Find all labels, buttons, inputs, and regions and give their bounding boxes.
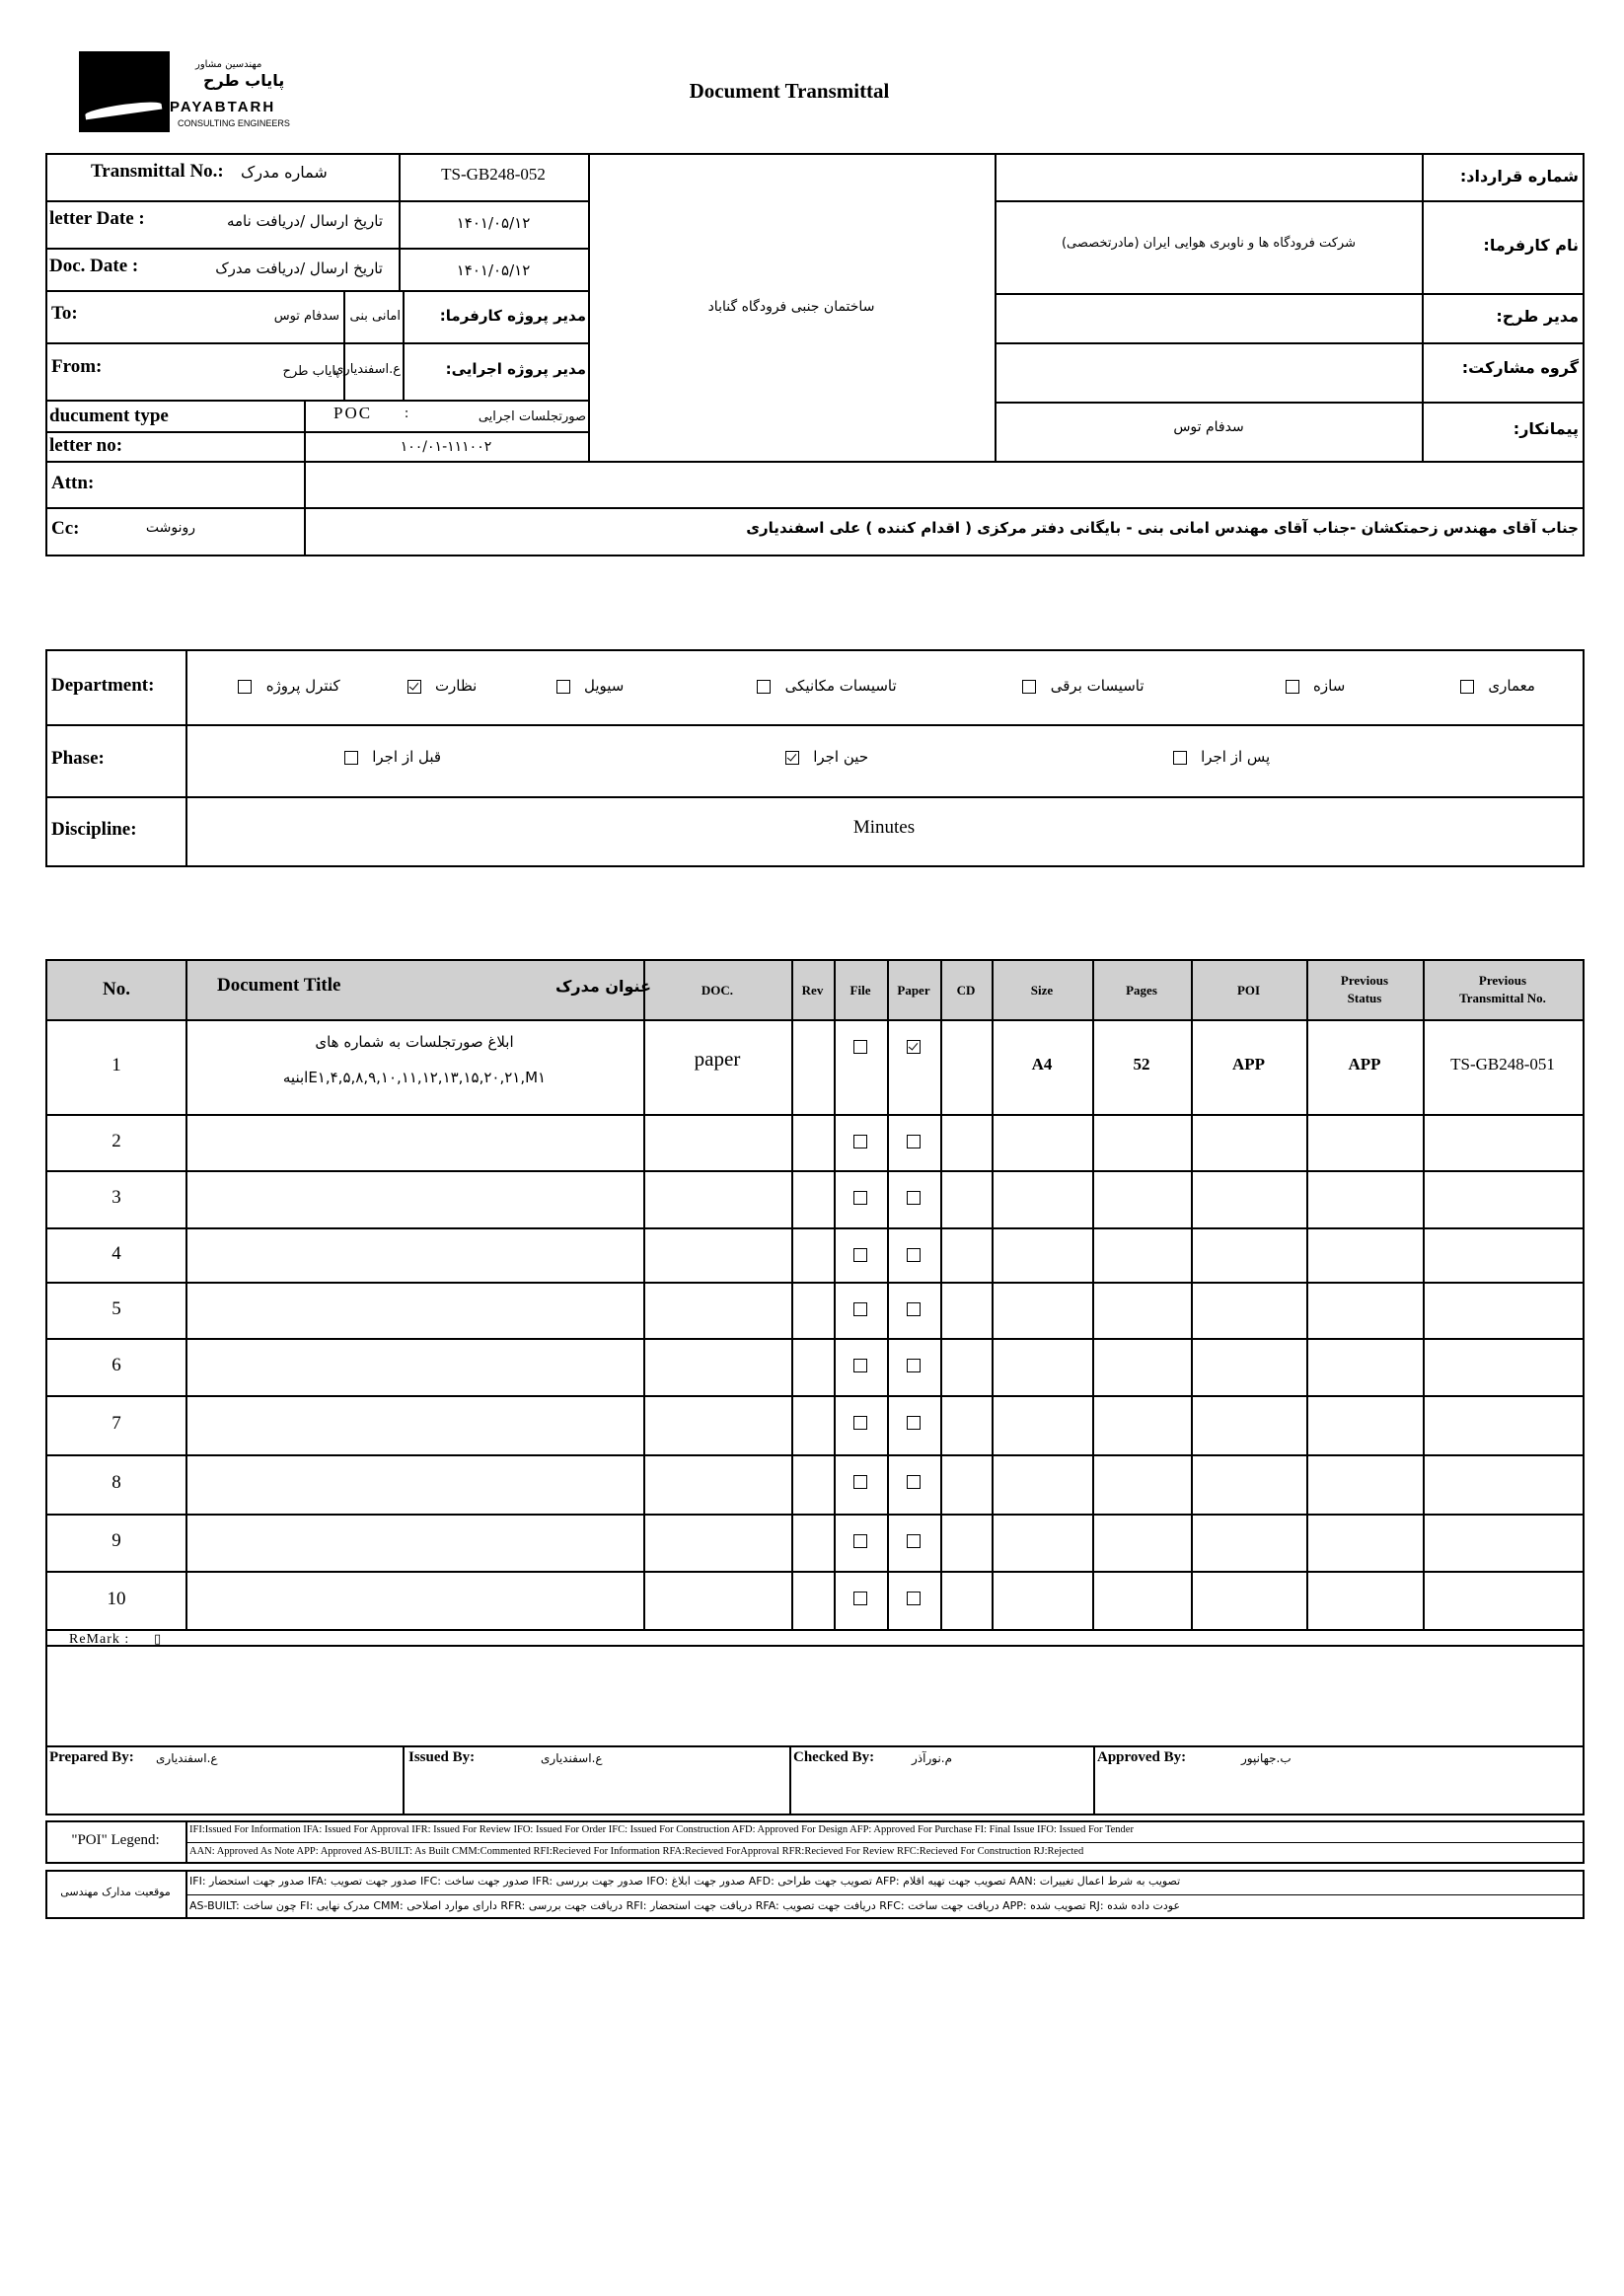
info-block xyxy=(45,153,1585,556)
discipline-label: Discipline: xyxy=(51,819,137,840)
approved-by-value: ب.جهانپور xyxy=(1241,1751,1292,1765)
phase-checkbox[interactable] xyxy=(785,751,799,765)
discipline-value: Minutes xyxy=(852,817,916,838)
remark-glyph: ▯ xyxy=(154,1631,162,1646)
issued-by-label: Issued By: xyxy=(408,1749,476,1765)
logo-fa-small: مهندسین مشاور xyxy=(195,59,262,70)
from-role: مدیر پروژه اجرایی: xyxy=(445,360,586,378)
col-rev-header: Rev xyxy=(801,983,824,998)
col-pages-header: Pages xyxy=(1126,983,1157,998)
partnership-label: گروه مشارکت: xyxy=(1461,358,1579,377)
client-label: نام کارفرما: xyxy=(1483,236,1579,255)
row-file-checkbox[interactable] xyxy=(853,1359,867,1372)
doc-type-fa: صورتجلسات اجرایی xyxy=(478,409,586,424)
col-prev-trans-header-1: Previous xyxy=(1478,973,1527,988)
doc-date-value: ۱۴۰۱/۰۵/۱۲ xyxy=(456,261,531,279)
col-prev-status-header-2: Status xyxy=(1347,991,1382,1005)
prepared-by-value: ع.اسفندیاری xyxy=(156,1751,218,1765)
legend-line-2: AAN: Approved As Note APP: Approved AS-BUILT: As Built CMM:Commented RFI:Recieved For Information RFA:Recieved ForApproval RFR:Recieved For Review RFC:Recieved For Construction RJ:Rejected xyxy=(189,1846,1084,1857)
row-poi: APP xyxy=(1231,1055,1266,1074)
row-prev-transmittal: TS-GB248-051 xyxy=(1450,1055,1555,1074)
contractor-value: سدفام توس xyxy=(1173,419,1244,435)
department-option xyxy=(511,677,669,695)
phase-option-label: حین اجرا xyxy=(813,748,869,766)
row-number: 2 xyxy=(111,1130,121,1151)
department-checkbox[interactable] xyxy=(407,680,421,694)
row-paper-checkbox[interactable] xyxy=(907,1135,921,1148)
contractor-label: پیمانکار: xyxy=(1513,419,1579,438)
department-checkbox[interactable] xyxy=(1460,680,1474,694)
remark-label: ReMark : xyxy=(69,1632,130,1647)
row-file-checkbox[interactable] xyxy=(853,1416,867,1430)
phase-option-label: پس از اجرا xyxy=(1201,748,1271,766)
row-file-checkbox[interactable] xyxy=(853,1040,867,1054)
phase-option xyxy=(284,748,501,766)
from-label: From: xyxy=(51,356,103,377)
row-paper-checkbox[interactable] xyxy=(907,1416,921,1430)
phase-option-label: قبل از اجرا xyxy=(372,748,442,766)
letter-date-label-en: letter Date : xyxy=(49,208,145,229)
cc-label-fa: رونوشت xyxy=(145,520,195,536)
department-checkbox[interactable] xyxy=(1286,680,1299,694)
checked-by-value: م.نورآذر xyxy=(912,1751,953,1765)
from-value: پایاب طرح xyxy=(282,364,339,379)
classification-block xyxy=(45,649,1585,867)
issued-by-value: ع.اسفندیاری xyxy=(541,1751,603,1765)
department-option xyxy=(699,677,955,695)
legend-line-1: IFI:Issued For Information IFA: Issued For Approval IFR: Issued For Review IFO: Issued For Order IFC: Issued For Construction AFD: Approved For Design AFP: Approved For Purchase FI: Final Issue IFO: Issued For Tender xyxy=(189,1824,1134,1835)
to-value: سدفام توس xyxy=(273,309,339,324)
col-title-header-fa: عنوان مدرک xyxy=(555,977,651,996)
logo-sub: CONSULTING ENGINEERS xyxy=(178,118,290,128)
department-option xyxy=(1241,677,1389,695)
attn-label: Attn: xyxy=(51,473,95,493)
phase-checkbox[interactable] xyxy=(344,751,358,765)
row-paper-checkbox[interactable] xyxy=(907,1302,921,1316)
contract-no-label: شماره قرارداد: xyxy=(1459,167,1579,185)
letter-no-value: ۱۰۰/۰۱-۱۱۱۰۰۲ xyxy=(400,439,492,455)
department-checkbox[interactable] xyxy=(556,680,570,694)
row-number: 3 xyxy=(111,1187,121,1208)
legend-fa-line-1: IFI: صدور جهت استحضار IFA: صدور جهت تصویب IFC: صدور جهت ساخت IFR: صدور جهت بررسی IFO: صدور جهت ابلاغ AFD: تصویب جهت طراحی AFP: تصویب جهت تهیه اقلام AAN: تصویب به شرط اعمال تغییرات xyxy=(189,1875,1181,1888)
legend-label: "POI" Legend: xyxy=(71,1832,160,1848)
row-file-checkbox[interactable] xyxy=(853,1191,867,1205)
row-paper-checkbox[interactable] xyxy=(907,1040,921,1054)
department-option-label: کنترل پروژه xyxy=(265,677,340,695)
letter-date-label-fa: تاریخ ارسال /دریافت نامه xyxy=(226,212,383,230)
col-no-header: No. xyxy=(103,979,130,1000)
row-paper-checkbox[interactable] xyxy=(907,1359,921,1372)
row-paper-checkbox[interactable] xyxy=(907,1592,921,1605)
department-option-label: تاسیسات مکانیکی xyxy=(784,677,897,695)
row-paper-checkbox[interactable] xyxy=(907,1534,921,1548)
department-option-label: سیویل xyxy=(583,677,625,695)
remark-area xyxy=(45,1645,1585,1747)
col-cd-header: CD xyxy=(956,983,976,998)
department-option xyxy=(373,677,511,695)
legend-fa-line-2: AS-BUILT: چون ساخت FI: مدرک نهایی CMM: دارای موارد اصلاحی RFR: دریافت جهت بررسی RFI: دریافت جهت استحضار RFA: دریافت جهت تصویب RFC: دریافت جهت ساخت APP: تصویب شده RJ: عودت داده شده xyxy=(189,1899,1181,1912)
letter-no-label: letter no: xyxy=(49,435,123,456)
document-table xyxy=(45,959,1585,1647)
col-prev-trans-header-2: Transmittal No. xyxy=(1459,991,1546,1005)
department-option xyxy=(1439,677,1557,695)
doc-type-value: POC xyxy=(333,404,373,422)
doc-type-colon: : xyxy=(405,406,409,421)
col-file-header: File xyxy=(849,983,871,998)
logo-fa: پایاب طرح xyxy=(203,71,285,90)
col-prev-status-header-1: Previous xyxy=(1340,973,1389,988)
transmittal-number: TS-GB248-052 xyxy=(441,165,546,184)
department-label: Department: xyxy=(51,675,155,696)
row-file-checkbox[interactable] xyxy=(853,1475,867,1489)
department-checkbox[interactable] xyxy=(238,680,252,694)
to-role: مدیر پروژه کارفرما: xyxy=(439,307,586,325)
row-doc: paper xyxy=(694,1047,741,1071)
phase-label: Phase: xyxy=(51,748,105,769)
row-number: 8 xyxy=(111,1472,121,1493)
phase-option xyxy=(718,748,935,766)
department-option-label: تاسیسات برقی xyxy=(1050,677,1144,695)
project-name: ساختمان جنبی فرودگاه گناباد xyxy=(707,299,875,315)
row-file-checkbox[interactable] xyxy=(853,1248,867,1262)
row-number: 10 xyxy=(107,1588,126,1609)
department-checkbox[interactable] xyxy=(757,680,771,694)
col-doc-header: DOC. xyxy=(701,983,734,998)
prepared-by-label: Prepared By: xyxy=(49,1749,134,1765)
department-checkbox[interactable] xyxy=(1022,680,1036,694)
from-person: ع.اسفندیاری xyxy=(333,362,401,377)
col-poi-header: POI xyxy=(1236,983,1261,998)
to-label: To: xyxy=(51,303,78,324)
legend-fa-label: موقعیت مدارک مهندسی xyxy=(60,1886,171,1898)
department-option xyxy=(195,677,383,695)
row-file-checkbox[interactable] xyxy=(853,1302,867,1316)
row-pages: 52 xyxy=(1133,1055,1150,1074)
signature-block xyxy=(45,1745,1585,1815)
department-option-label: معماری xyxy=(1488,677,1535,695)
row-size: A4 xyxy=(1031,1055,1053,1074)
row-paper-checkbox[interactable] xyxy=(907,1475,921,1489)
department-option xyxy=(985,677,1182,695)
legend-block xyxy=(45,1820,1585,1919)
row-number: 6 xyxy=(111,1355,121,1375)
letter-date-value: ۱۴۰۱/۰۵/۱۲ xyxy=(456,214,531,232)
row-number: 1 xyxy=(111,1055,121,1075)
to-person: امانی بنی xyxy=(349,309,401,324)
row-file-checkbox[interactable] xyxy=(853,1135,867,1148)
approved-by-label: Approved By: xyxy=(1097,1749,1187,1765)
col-size-header: Size xyxy=(1030,983,1054,998)
row-paper-checkbox[interactable] xyxy=(907,1191,921,1205)
col-paper-header: Paper xyxy=(897,983,930,998)
row-file-checkbox[interactable] xyxy=(853,1592,867,1605)
col-title-header-en: Document Title xyxy=(217,975,341,996)
row-file-checkbox[interactable] xyxy=(853,1534,867,1548)
department-option-label: سازه xyxy=(1313,677,1346,695)
phase-option xyxy=(1113,748,1330,766)
row-title-line-1: ابلاغ صورتجلسات به شماره های xyxy=(315,1033,514,1051)
cc-label: Cc: xyxy=(51,518,80,539)
cc-value: جناب آقای مهندس زحمتکشان -جناب آقای مهندس امانی بنی - بایگانی دفتر مرکزی ( اقدام کننده ) علی اسفندیاری xyxy=(746,519,1579,537)
logo-en: PAYABTARH xyxy=(170,99,276,115)
designer-label: مدیر طرح: xyxy=(1496,307,1579,326)
doc-type-label: ducument type xyxy=(49,406,169,426)
row-number: 7 xyxy=(111,1413,121,1434)
department-option-label: نظارت xyxy=(434,677,478,695)
page-title: Document Transmittal xyxy=(689,79,890,103)
row-title-line-2: E۱,۴,۵,۸,۹,۱۰,۱۱,۱۲,۱۳,۱۵,۲۰,۲۱,M۱ابنیه xyxy=(282,1069,547,1086)
doc-date-label-en: Doc. Date : xyxy=(49,256,139,276)
row-prev-status: APP xyxy=(1348,1055,1381,1074)
phase-checkbox[interactable] xyxy=(1173,751,1187,765)
doc-date-label-fa: تاریخ ارسال /دریافت مدرک xyxy=(215,259,383,277)
row-number: 4 xyxy=(111,1242,121,1264)
transmittal-label-en: Transmittal No.: xyxy=(91,161,224,182)
client-value: شرکت فرودگاه ها و ناوبری هوایی ایران (مادرتخصصی) xyxy=(1061,236,1356,251)
checked-by-label: Checked By: xyxy=(793,1749,875,1765)
transmittal-label-fa: شماره مدرک xyxy=(241,163,328,182)
row-paper-checkbox[interactable] xyxy=(907,1248,921,1262)
row-number: 5 xyxy=(111,1297,121,1319)
row-number: 9 xyxy=(111,1530,121,1551)
